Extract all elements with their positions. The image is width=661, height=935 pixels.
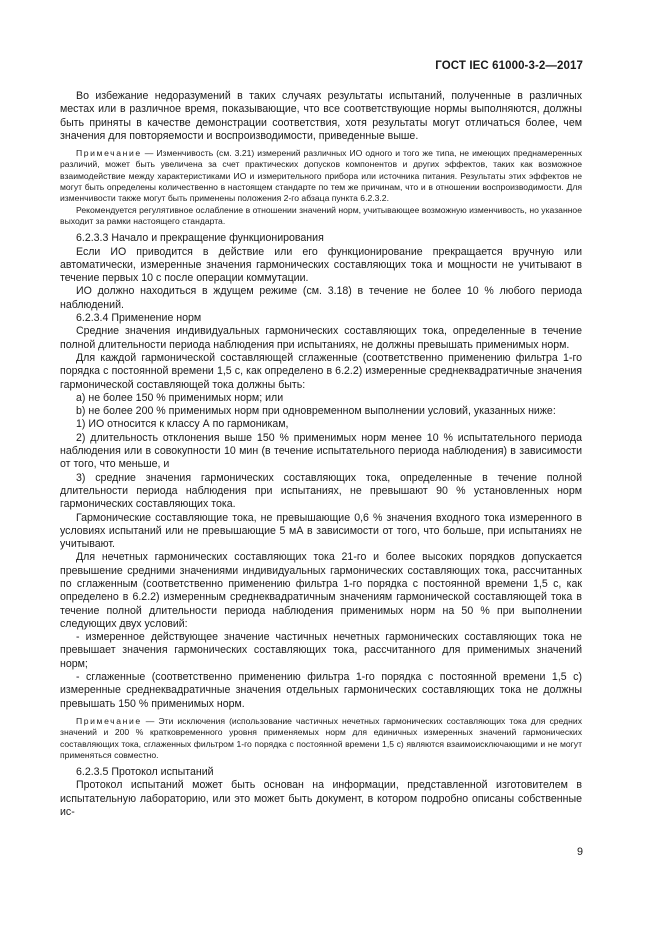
paragraph: Средние значения индивидуальных гармонических составляющих тока, определенные в течение полной длительности периода наблюдения при испытаниях, не должны превышать применимых норм. xyxy=(60,325,582,351)
section-heading-6-2-3-3: 6.2.3.3 Начало и прекращение функционирования xyxy=(76,232,324,245)
note xyxy=(60,716,582,761)
list-item-b: b) не более 200 % применимых норм при одновременном выполнении условий, указанных ниже: xyxy=(76,405,556,418)
list-item-a: a) не более 150 % применимых норм; или xyxy=(76,391,284,404)
page-number: 9 xyxy=(576,846,583,858)
paragraph: Для нечетных гармонических составляющих тока 21-го и более высоких порядков допускается превышение средними значениями индивидуальных гармонических составляющих тока, рассчитанных по сглаженным (соответственно применению фильтра 1-го порядка с постоянной времени 1,5 с, как определено в 6.2.2) измеренным среднеквадратичным значениям гармонической составляющей тока в течение полной длительности периода наблюдения применимых норм на 50 % при выполнении следующих двух условий: xyxy=(60,551,582,630)
note-label: Примечание xyxy=(76,715,142,726)
paragraph: Для каждой гармонической составляющей сглаженные (соответственно применению фильтра 1-го порядка с постоянной времени 1,5 с, как определено в 6.2.2) измеренные среднеквадратичные значения гармонической составляющей тока должны быть: xyxy=(60,351,582,391)
dash-item: - измеренное действующее значение частичных нечетных гармонических составляющих тока не превышает значения гармонических составляющих тока, рассчитанного для применимых значений норм; xyxy=(60,631,582,670)
list-item-2: 2) длительность отклонения выше 150 % применимых норм менее 10 % испытательного периода наблюдения или в совокупности 10 мин (в течение испытательного периода наблюдения) в зависимости от того, что меньше, и xyxy=(60,431,582,471)
paragraph: Гармонические составляющие тока, не превышающие 0,6 % значения входного тока измеренного в условиях испытаний или не превышающие 5 мА в зависимости от того, что больше, при испытаниях не учитывают. xyxy=(60,511,582,551)
page-body xyxy=(60,90,582,819)
note-text: — Эти исключения (использование частичных нечетных гармонических составляющих тока для средних значений и 200 % кратковременного уровня применяемых норм для единичных измеренных значений гармонических составляющих тока, сглаженных фильтром 1-го порядка с постоянной времени 1,5 с) являются взаимоисключающими и не могут применяться совместно. xyxy=(60,715,582,760)
list-item-3: 3) средние значения гармонических составляющих тока, определенные в течение полной длительности периода наблюдения при испытаниях, не превышают 90 % установленных норм гармонических составляющих тока. xyxy=(60,471,582,511)
note xyxy=(60,148,582,204)
paragraph: Если ИО приводится в действие или его функционирование прекращается вручную или автоматически, измеренные значения гармонических составляющих тока и мощности не учитывают в течение первых 10 с после операции коммутации. xyxy=(60,245,582,285)
section-heading-6-2-3-4: 6.2.3.4 Применение норм xyxy=(76,312,202,325)
paragraph: ИО должно находиться в ждущем режиме (см. 3.18) в течение не более 10 % любого периода наблюдений. xyxy=(60,285,582,311)
paragraph: Во избежание недоразумений в таких случаях результаты испытаний, полученные в различных местах или в различное время, показывающие, что все соответствующие нормы выполняются, должны быть приняты в качестве демонстрации соответствия, хотя результаты могут отличаться более, чем значения для повторяемости и воспроизводимости, приведенные выше. xyxy=(60,90,582,142)
dash-item: - сглаженные (соответственно применению фильтра 1-го порядка с постоянной времени 1,5 с) измеренные среднеквадратичные значения отдельных гармонических составляющих тока не должны превышать 150 % применимых норм. xyxy=(60,671,582,710)
note-text: — Изменчивость (см. 3.21) измерений различных ИО одного и того же типа, не имеющих преднамеренных различий, может быть увеличена за счет практических допусков компонентов и других эффектов, таких как возможное взаимодействие между характеристиками ИО и измерительного прибора или источника питания. Результаты этих эффектов не могут быть определены количественно в настоящем стандарте по тем же причинам, что и в отношении воспроизводимости. Для изменчивости также могут быть применены положения 2-го абзаца пункта 6.2.3.2. xyxy=(60,148,582,204)
standard-header: ГОСТ IEC 61000-3-2—2017 xyxy=(435,60,583,72)
list-item-1: 1) ИО относится к классу А по гармоникам, xyxy=(76,418,289,431)
note-label: Примечание xyxy=(76,148,142,159)
section-heading-6-2-3-5: 6.2.3.5 Протокол испытаний xyxy=(76,766,214,779)
paragraph: Протокол испытаний может быть основан на информации, представленной изготовителем в испытательную лабораторию, или это может быть документ, в котором подробно описаны собственные ис- xyxy=(60,779,582,819)
note-continuation: Рекомендуется регулятивное ослабление в отношении значений норм, учитывающее возможную изменчивость, но указанное выходит за рамки настоящего стандарта. xyxy=(60,204,582,226)
